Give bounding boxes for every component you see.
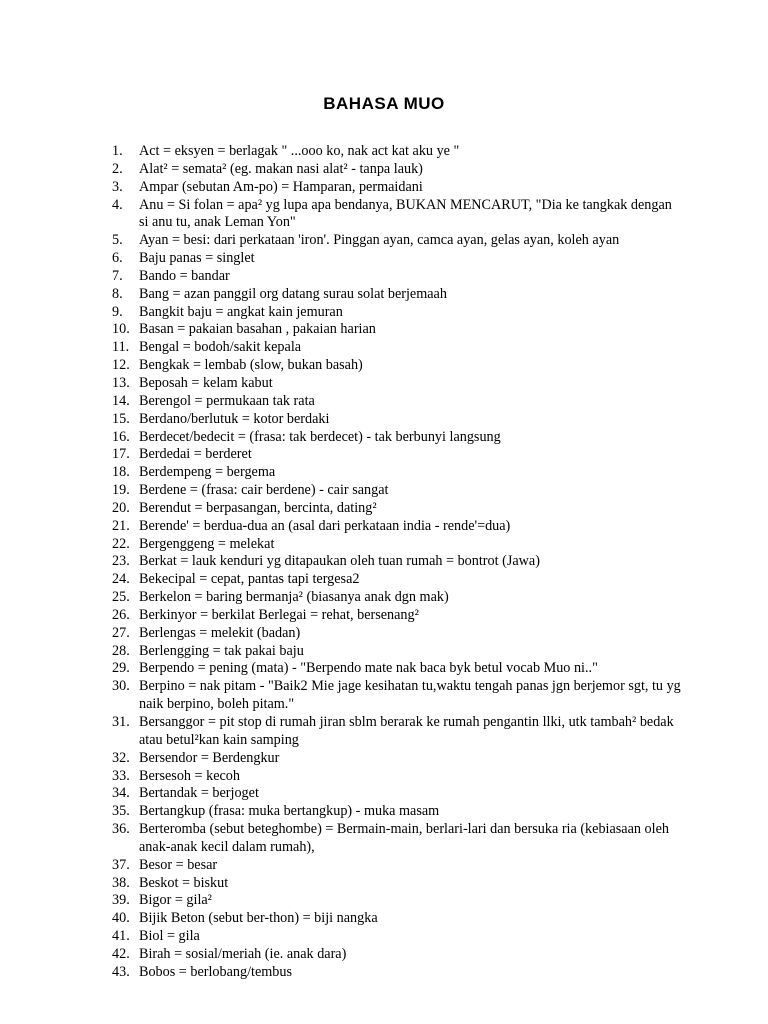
entry-number: 15. bbox=[112, 410, 130, 427]
entry-number: 30. bbox=[112, 678, 130, 695]
entry-number: 40. bbox=[112, 910, 130, 927]
entry-text: Besor = besar bbox=[139, 856, 218, 873]
list-item bbox=[112, 660, 682, 678]
entry-number: 14. bbox=[112, 392, 130, 409]
list-item bbox=[112, 286, 682, 304]
entry-text: Berlengas = melekit (badan) bbox=[139, 624, 301, 641]
entry-text: Bigor = gila² bbox=[139, 892, 212, 909]
entry-number: 4. bbox=[112, 196, 123, 213]
document-title: BAHASA MUO bbox=[323, 94, 445, 113]
entry-number: 6. bbox=[112, 250, 123, 267]
entry-number: 18. bbox=[112, 464, 130, 481]
list-item bbox=[112, 678, 682, 714]
entry-text: Bertandak = berjoget bbox=[139, 785, 259, 802]
entry-text: Berende' = berdua-dua an (asal dari perkataan india - rende'=dua) bbox=[139, 517, 511, 534]
entry-text: Berendut = berpasangan, bercinta, dating² bbox=[139, 499, 377, 516]
entry-text: Bersendor = Berdengkur bbox=[139, 749, 280, 766]
entry-text: Bengal = bodoh/sakit kepala bbox=[139, 339, 302, 356]
entry-number: 29. bbox=[112, 660, 130, 677]
list-item bbox=[112, 750, 682, 768]
entry-number: 27. bbox=[112, 624, 130, 641]
list-item bbox=[112, 643, 682, 661]
entry-text: Bersanggor = pit stop di rumah jiran sblm berarak ke rumah pengantin llki, utk tambah² bedak atau betul²kan kain samping bbox=[139, 714, 674, 748]
entry-text: Berdano/berlutuk = kotor berdaki bbox=[139, 410, 330, 427]
entry-text: Anu = Si folan = apa² yg lupa apa bendanya, BUKAN MENCARUT, "Dia ke tangkak dengan si anu tu, anak Leman Yon" bbox=[139, 196, 672, 231]
entry-text: Berkat = lauk kenduri yg ditapaukan oleh tuan rumah = bontrot (Jawa) bbox=[139, 553, 540, 570]
list-item bbox=[112, 803, 682, 821]
entry-number: 10. bbox=[112, 321, 130, 338]
entry-text: Berkelon = baring bermanja² (biasanya anak dgn mak) bbox=[139, 589, 449, 606]
entry-text: Bando = bandar bbox=[139, 267, 230, 284]
entry-text: Alat² = semata² (eg. makan nasi alat² - tanpa lauk) bbox=[139, 160, 423, 177]
entry-text: Bersesoh = kecoh bbox=[139, 767, 240, 784]
list-item bbox=[112, 393, 682, 411]
list-item bbox=[112, 500, 682, 518]
entry-text: Biol = gila bbox=[139, 928, 200, 945]
entry-text: Baju panas = singlet bbox=[139, 250, 255, 267]
entry-text: Berengol = permukaan tak rata bbox=[139, 392, 315, 409]
entry-text: Berdedai = berderet bbox=[139, 446, 252, 463]
list-item bbox=[112, 339, 682, 357]
list-item bbox=[112, 928, 682, 946]
entry-number: 8. bbox=[112, 285, 123, 302]
entry-text: Bang = azan panggil org datang surau solat berjemaah bbox=[139, 285, 447, 302]
entry-number: 34. bbox=[112, 785, 130, 802]
entry-text: Act = eksyen = berlagak " ...ooo ko, nak act kat aku ye " bbox=[139, 143, 460, 159]
entry-text: Bangkit baju = angkat kain jemuran bbox=[139, 303, 343, 320]
list-item bbox=[112, 625, 682, 643]
list-item bbox=[112, 768, 682, 786]
entry-number: 9. bbox=[112, 303, 123, 320]
entry-number: 38. bbox=[112, 874, 130, 891]
entry-number: 22. bbox=[112, 535, 130, 552]
list-item bbox=[112, 321, 682, 339]
entry-number: 37. bbox=[112, 856, 130, 873]
list-item bbox=[112, 607, 682, 625]
entry-number: 33. bbox=[112, 767, 130, 784]
entry-text: Berpino = nak pitam - "Baik2 Mie jage kesihatan tu,waktu tengah panas jgn berjemor sgt, tu yg naik berpino, boleh pitam." bbox=[139, 678, 681, 713]
entry-text: Bergenggeng = melekat bbox=[139, 535, 275, 552]
list-item bbox=[112, 589, 682, 607]
entry-text: Berdene = (frasa: cair berdene) - cair sangat bbox=[139, 482, 389, 499]
entry-text: Bekecipal = cepat, pantas tapi tergesa2 bbox=[139, 571, 360, 588]
list-item bbox=[112, 821, 682, 857]
list-item bbox=[112, 232, 682, 250]
list-item bbox=[112, 536, 682, 554]
entry-number: 25. bbox=[112, 589, 130, 606]
list-item bbox=[112, 785, 682, 803]
list-item bbox=[112, 304, 682, 322]
entry-number: 28. bbox=[112, 642, 130, 659]
entry-text: Berkinyor = berkilat Berlegai = rehat, bersenang² bbox=[139, 606, 419, 623]
entry-number: 12. bbox=[112, 357, 130, 374]
list-item bbox=[112, 375, 682, 393]
entry-number: 42. bbox=[112, 945, 130, 962]
entry-number: 13. bbox=[112, 374, 130, 391]
list-item bbox=[112, 411, 682, 429]
entry-number: 35. bbox=[112, 803, 130, 820]
entry-number: 3. bbox=[112, 178, 123, 195]
entry-number: 23. bbox=[112, 553, 130, 570]
entry-number: 1. bbox=[112, 143, 123, 159]
entry-text: Bobos = berlobang/tembus bbox=[139, 963, 293, 980]
entry-text: Berteromba (sebut beteghombe) = Bermain-main, berlari-lari dan bersuka ria (kebiasaan oleh anak-anak kecil dalam rumah), bbox=[139, 821, 669, 855]
entry-number: 17. bbox=[112, 446, 130, 463]
list-item bbox=[112, 357, 682, 375]
entry-number: 26. bbox=[112, 606, 130, 623]
entry-number: 39. bbox=[112, 892, 130, 909]
entry-text: Birah = sosial/meriah (ie. anak dara) bbox=[139, 945, 347, 962]
entry-text: Berdecet/bedecit = (frasa: tak berdecet) - tak berbunyi langsung bbox=[139, 428, 501, 445]
entry-text: Beposah = kelam kabut bbox=[139, 374, 273, 391]
entry-number: 21. bbox=[112, 517, 130, 534]
entry-number: 19. bbox=[112, 482, 130, 499]
entry-text: Beskot = biskut bbox=[139, 874, 229, 891]
list-item bbox=[112, 464, 682, 482]
entry-text: Ayan = besi: dari perkataan 'iron'. Pinggan ayan, camca ayan, gelas ayan, koleh ayan bbox=[139, 232, 620, 249]
list-item bbox=[112, 875, 682, 893]
list-item bbox=[112, 518, 682, 536]
entry-number: 16. bbox=[112, 428, 130, 445]
list-item bbox=[112, 571, 682, 589]
entry-number: 20. bbox=[112, 499, 130, 516]
entry-number: 2. bbox=[112, 160, 123, 177]
list-item bbox=[112, 892, 682, 910]
entry-number: 7. bbox=[112, 267, 123, 284]
entry-text: Bertangkup (frasa: muka bertangkup) - muka masam bbox=[139, 803, 440, 820]
list-item bbox=[112, 446, 682, 464]
entry-text: Bijik Beton (sebut ber-thon) = biji nangka bbox=[139, 910, 378, 927]
list-item bbox=[112, 179, 682, 197]
list-item bbox=[112, 857, 682, 875]
entry-text: Ampar (sebutan Am-po) = Hamparan, permaidani bbox=[139, 178, 423, 195]
entry-text: Basan = pakaian basahan , pakaian harian bbox=[139, 321, 376, 338]
list-item bbox=[112, 161, 682, 179]
list-item bbox=[112, 553, 682, 571]
list-item bbox=[112, 268, 682, 286]
entry-text: Berdempeng = bergema bbox=[139, 464, 276, 481]
list-item bbox=[112, 964, 682, 982]
entry-text: Berpendo = pening (mata) - "Berpendo mate nak baca byk betul vocab Muo ni.." bbox=[139, 660, 598, 677]
list-item bbox=[112, 946, 682, 964]
entry-number: 24. bbox=[112, 571, 130, 588]
vocabulary-list bbox=[112, 143, 682, 982]
entry-number: 32. bbox=[112, 749, 130, 766]
list-item bbox=[112, 714, 682, 750]
list-item bbox=[112, 910, 682, 928]
entry-number: 36. bbox=[112, 821, 130, 838]
entry-number: 31. bbox=[112, 714, 130, 730]
list-item bbox=[112, 429, 682, 447]
entry-number: 5. bbox=[112, 232, 123, 249]
entry-number: 11. bbox=[112, 339, 130, 356]
entry-text: Bengkak = lembab (slow, bukan basah) bbox=[139, 357, 363, 374]
entry-number: 41. bbox=[112, 928, 130, 945]
entry-text: Berlengging = tak pakai baju bbox=[139, 642, 304, 659]
list-item bbox=[112, 250, 682, 268]
entry-number: 43. bbox=[112, 963, 130, 980]
list-item bbox=[112, 482, 682, 500]
list-item bbox=[112, 143, 682, 161]
list-item bbox=[112, 197, 682, 233]
